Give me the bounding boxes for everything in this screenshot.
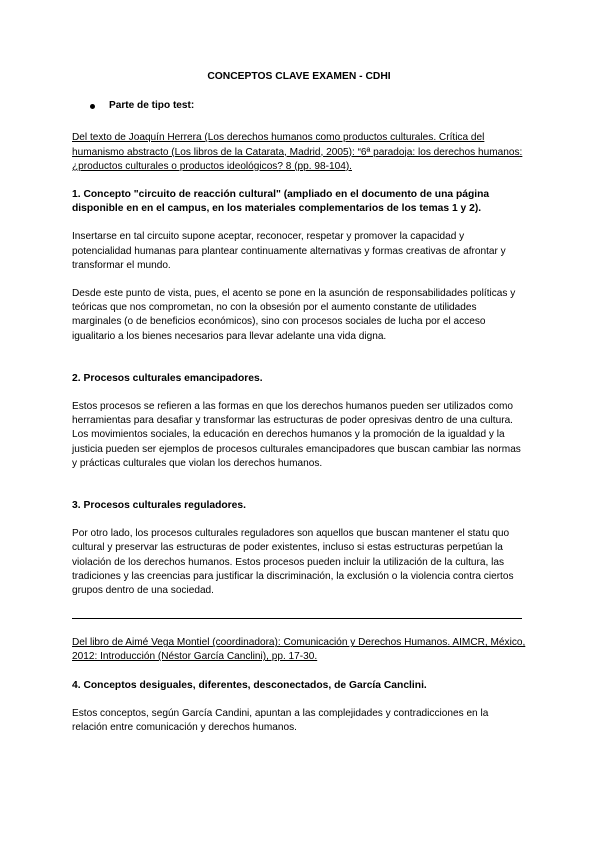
source-reference-1: Del texto de Joaquín Herrera (Los derechos humanos como productos culturales. Crítica del humanismo abstracto (Los libros de la Catarata, Madrid, 2005): “6ª paradoja: los derechos humanos: ¿productos culturales o productos ideológicos? 8 (pp. 98-104). — [72, 132, 523, 172]
document-title: CONCEPTOS CLAVE EXAMEN - CDHI — [207, 71, 391, 82]
horizontal-rule — [72, 618, 522, 619]
spacer — [72, 358, 526, 372]
section-1-heading: 1. Concepto "circuito de reacción cultural" (ampliado en el documento de una página disponible en en el campus, en los materiales complementarios de los temas 1 y 2). — [72, 189, 490, 215]
bullet-item — [90, 99, 526, 113]
section-3-heading: 3. Procesos culturales reguladores. — [72, 500, 246, 512]
section-4-paragraph-1: Estos conceptos, según García Candini, apuntan a las complejidades y contradicciones en la relación entre comunicación y derechos humanos. — [72, 707, 489, 734]
section-3-paragraph-1: Por otro lado, los procesos culturales reguladores son aquellos que buscan mantener el statu quo cultural y preservar las estructuras de poder existentes, incluso si estas estructuras perpetúan la violación de los derechos humanos. Estos procesos pueden incluir la utilización de la cultura, las tradiciones y las creencias para justificar la discriminación, la exclusión o la violencia contra ciertos grupos dentro de una sociedad. — [72, 528, 514, 597]
section-1-paragraph-2: Desde este punto de vista, pues, el acento se pone en la asunción de responsabilidades políticas y teóricas que nos comprometan, no con la obsesión por el aumento constante de utilidades marginales (o de beneficios económicos), sino con procesos sociales de lucha por el acceso igualitario a los bienes necesarios para llevar adelante una vida digna. — [72, 288, 516, 342]
source-reference-2: Del libro de Aimé Vega Montiel (coordinadora): Comunicación y Derechos Humanos. AIMCR, México, 2012: Introducción (Néstor García Canclini), pp. 17-30. — [72, 637, 526, 663]
section-2-heading: 2. Procesos culturales emancipadores. — [72, 372, 263, 384]
section-2-paragraph-1: Estos procesos se refieren a las formas en que los derechos humanos pueden ser utilizados como herramientas para desafiar y transformar las estructuras de poder opresivas dentro de una cultura. Los movimientos sociales, la educación en derechos humanos y la promoción de la igualdad y la justicia pueden ser ejemplos de procesos culturales emancipadores que buscan cambiar las normas y prácticas culturales que violan los derechos humanos. — [72, 401, 521, 469]
spacer — [72, 485, 526, 499]
bullet-label: Parte de tipo test: — [109, 100, 195, 112]
section-4-heading: 4. Conceptos desiguales, diferentes, desconectados, de García Canclini. — [72, 679, 427, 691]
bullet-dot-icon — [90, 104, 95, 109]
section-1-paragraph-1: Insertarse en tal circuito supone aceptar, reconocer, respetar y promover la capacidad y potencialidad humanas para plantear continuamente alternativas y formas creativas de afrontar y transformar el mundo. — [72, 231, 506, 271]
document-content — [72, 70, 526, 749]
